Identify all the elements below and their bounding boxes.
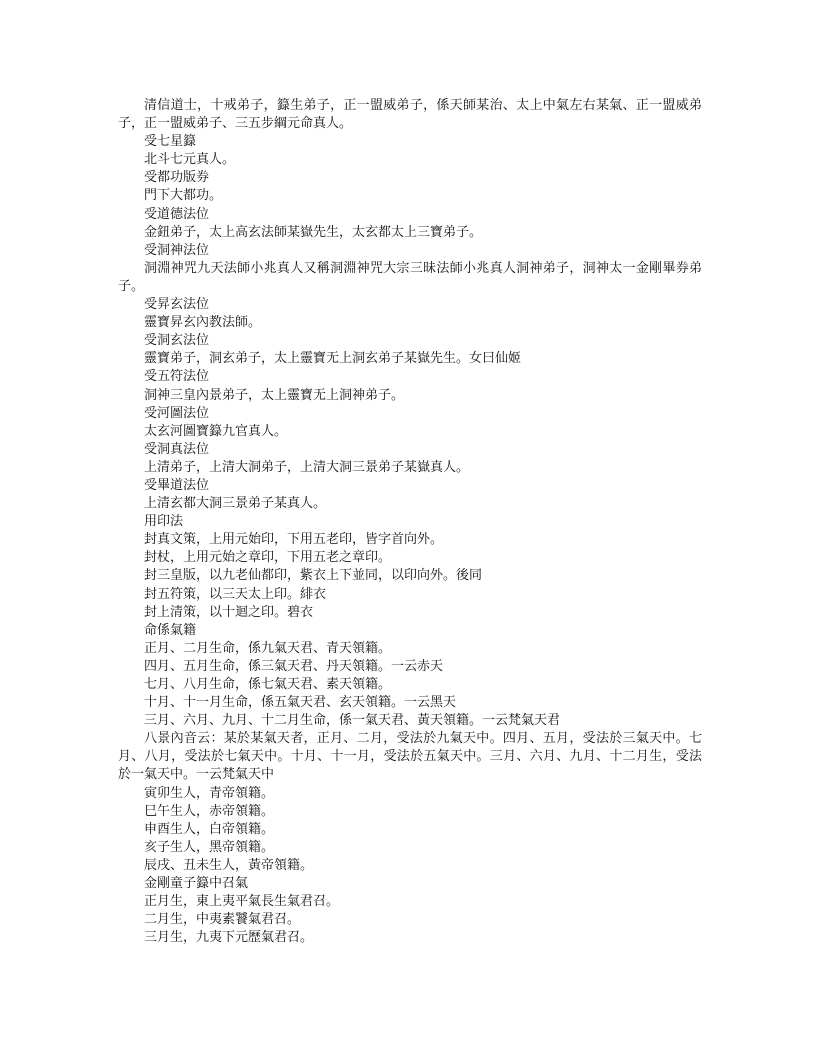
section-heading: 受都功版券 xyxy=(144,170,210,186)
paragraph: 四月、五月生命，係三氣天君、丹天領籍。一云赤天 xyxy=(144,658,444,674)
section-heading: 受五符法位 xyxy=(144,369,210,385)
section-heading: 受畢道法位 xyxy=(144,477,210,493)
paragraph: 亥子生人，黑帝領籍。 xyxy=(144,839,275,855)
section-heading: 受洞神法位 xyxy=(144,242,210,258)
paragraph: 封真文策，上用元始印，下用五老印，皆字首向外。 xyxy=(144,532,444,548)
section-heading: 金剛童子籙中召氣 xyxy=(144,876,249,892)
paragraph: 清信道士，十戒弟子，籙生弟子，正一盟威弟子，係天師某治、太上中氣左右某氣、正一盟威弟子，正一盟威弟子、三五步綱元命真人。 xyxy=(118,98,702,132)
section-heading: 受洞玄法位 xyxy=(144,333,210,349)
section-heading: 命係氣籍 xyxy=(144,622,197,638)
document-page xyxy=(118,97,702,947)
paragraph: 申酉生人，白帝領籍。 xyxy=(144,821,275,837)
paragraph: 封五符策，以三天太上印。緋衣 xyxy=(144,586,327,602)
paragraph: 三月生，九夷下元歷氣君召。 xyxy=(144,930,314,946)
section-heading: 受七星籙 xyxy=(144,134,197,150)
section-heading: 受道德法位 xyxy=(144,206,210,222)
paragraph: 十月、十一月生命，係五氣天君、玄天領籍。一云黑天 xyxy=(144,695,457,711)
section-heading: 受洞真法位 xyxy=(144,441,210,457)
paragraph: 寅卯生人，青帝領籍。 xyxy=(144,785,275,801)
paragraph: 封杖，上用元始之章印，下用五老之章印。 xyxy=(144,550,392,566)
paragraph: 封三皇版，以九老仙都印，紫衣上下並同，以印向外。後同 xyxy=(144,568,483,584)
paragraph: 上清玄都大洞三景弟子某真人。 xyxy=(144,496,327,512)
paragraph: 巳午生人，赤帝領籍。 xyxy=(144,803,275,819)
paragraph: 正月生，東上夷平氣長生氣君召。 xyxy=(144,894,340,910)
paragraph: 洞神三皇內景弟子，太上靈寶无上洞神弟子。 xyxy=(144,387,405,403)
section-heading: 受河圖法位 xyxy=(144,405,210,421)
paragraph: 門下大都功。 xyxy=(144,188,223,204)
paragraph: 正月、二月生命，係九氣天君、青天領籍。 xyxy=(144,640,392,656)
paragraph: 封上清策，以十迴之印。碧衣 xyxy=(144,604,314,620)
paragraph: 金鈕弟子，太上高玄法師某嶽先生，太玄都太上三寶弟子。 xyxy=(144,224,483,240)
paragraph: 上清弟子，上清大洞弟子，上清大洞三景弟子某嶽真人。 xyxy=(144,459,470,475)
paragraph: 二月生，中夷素饕氣君召。 xyxy=(144,912,301,928)
paragraph: 辰戌、丑未生人，黃帝領籍。 xyxy=(144,857,314,873)
section-heading: 受昇玄法位 xyxy=(144,297,210,313)
paragraph: 八景內音云：某於某氣天者，正月、二月，受法於九氣天中。四月、五月，受法於三氣天中。七月、八月，受法於七氣天中。十月、十一月，受法於五氣天中。三月、六月、九月、十二月生，受法於一氣天中。一云梵氣天中 xyxy=(118,731,702,783)
paragraph: 靈寶弟子，洞玄弟子，太上靈寶无上洞玄弟子某嶽先生。女曰仙姬 xyxy=(144,351,522,367)
paragraph: 洞淵神咒九天法師小兆真人又稱洞淵神咒大宗三昧法師小兆真人洞神弟子，洞神太一金剛畢券弟子。 xyxy=(118,260,702,294)
paragraph: 三月、六月、九月、十二月生命，係一氣天君、黃天領籍。一云梵氣天君 xyxy=(144,713,561,729)
paragraph: 七月、八月生命，係七氣天君、素天領籍。 xyxy=(144,677,392,692)
paragraph: 靈寶昇玄內教法師。 xyxy=(144,315,262,331)
paragraph: 北斗七元真人。 xyxy=(144,152,236,168)
section-heading: 用印法 xyxy=(144,514,184,530)
paragraph: 太玄河圖寶籙九官真人。 xyxy=(144,423,288,439)
